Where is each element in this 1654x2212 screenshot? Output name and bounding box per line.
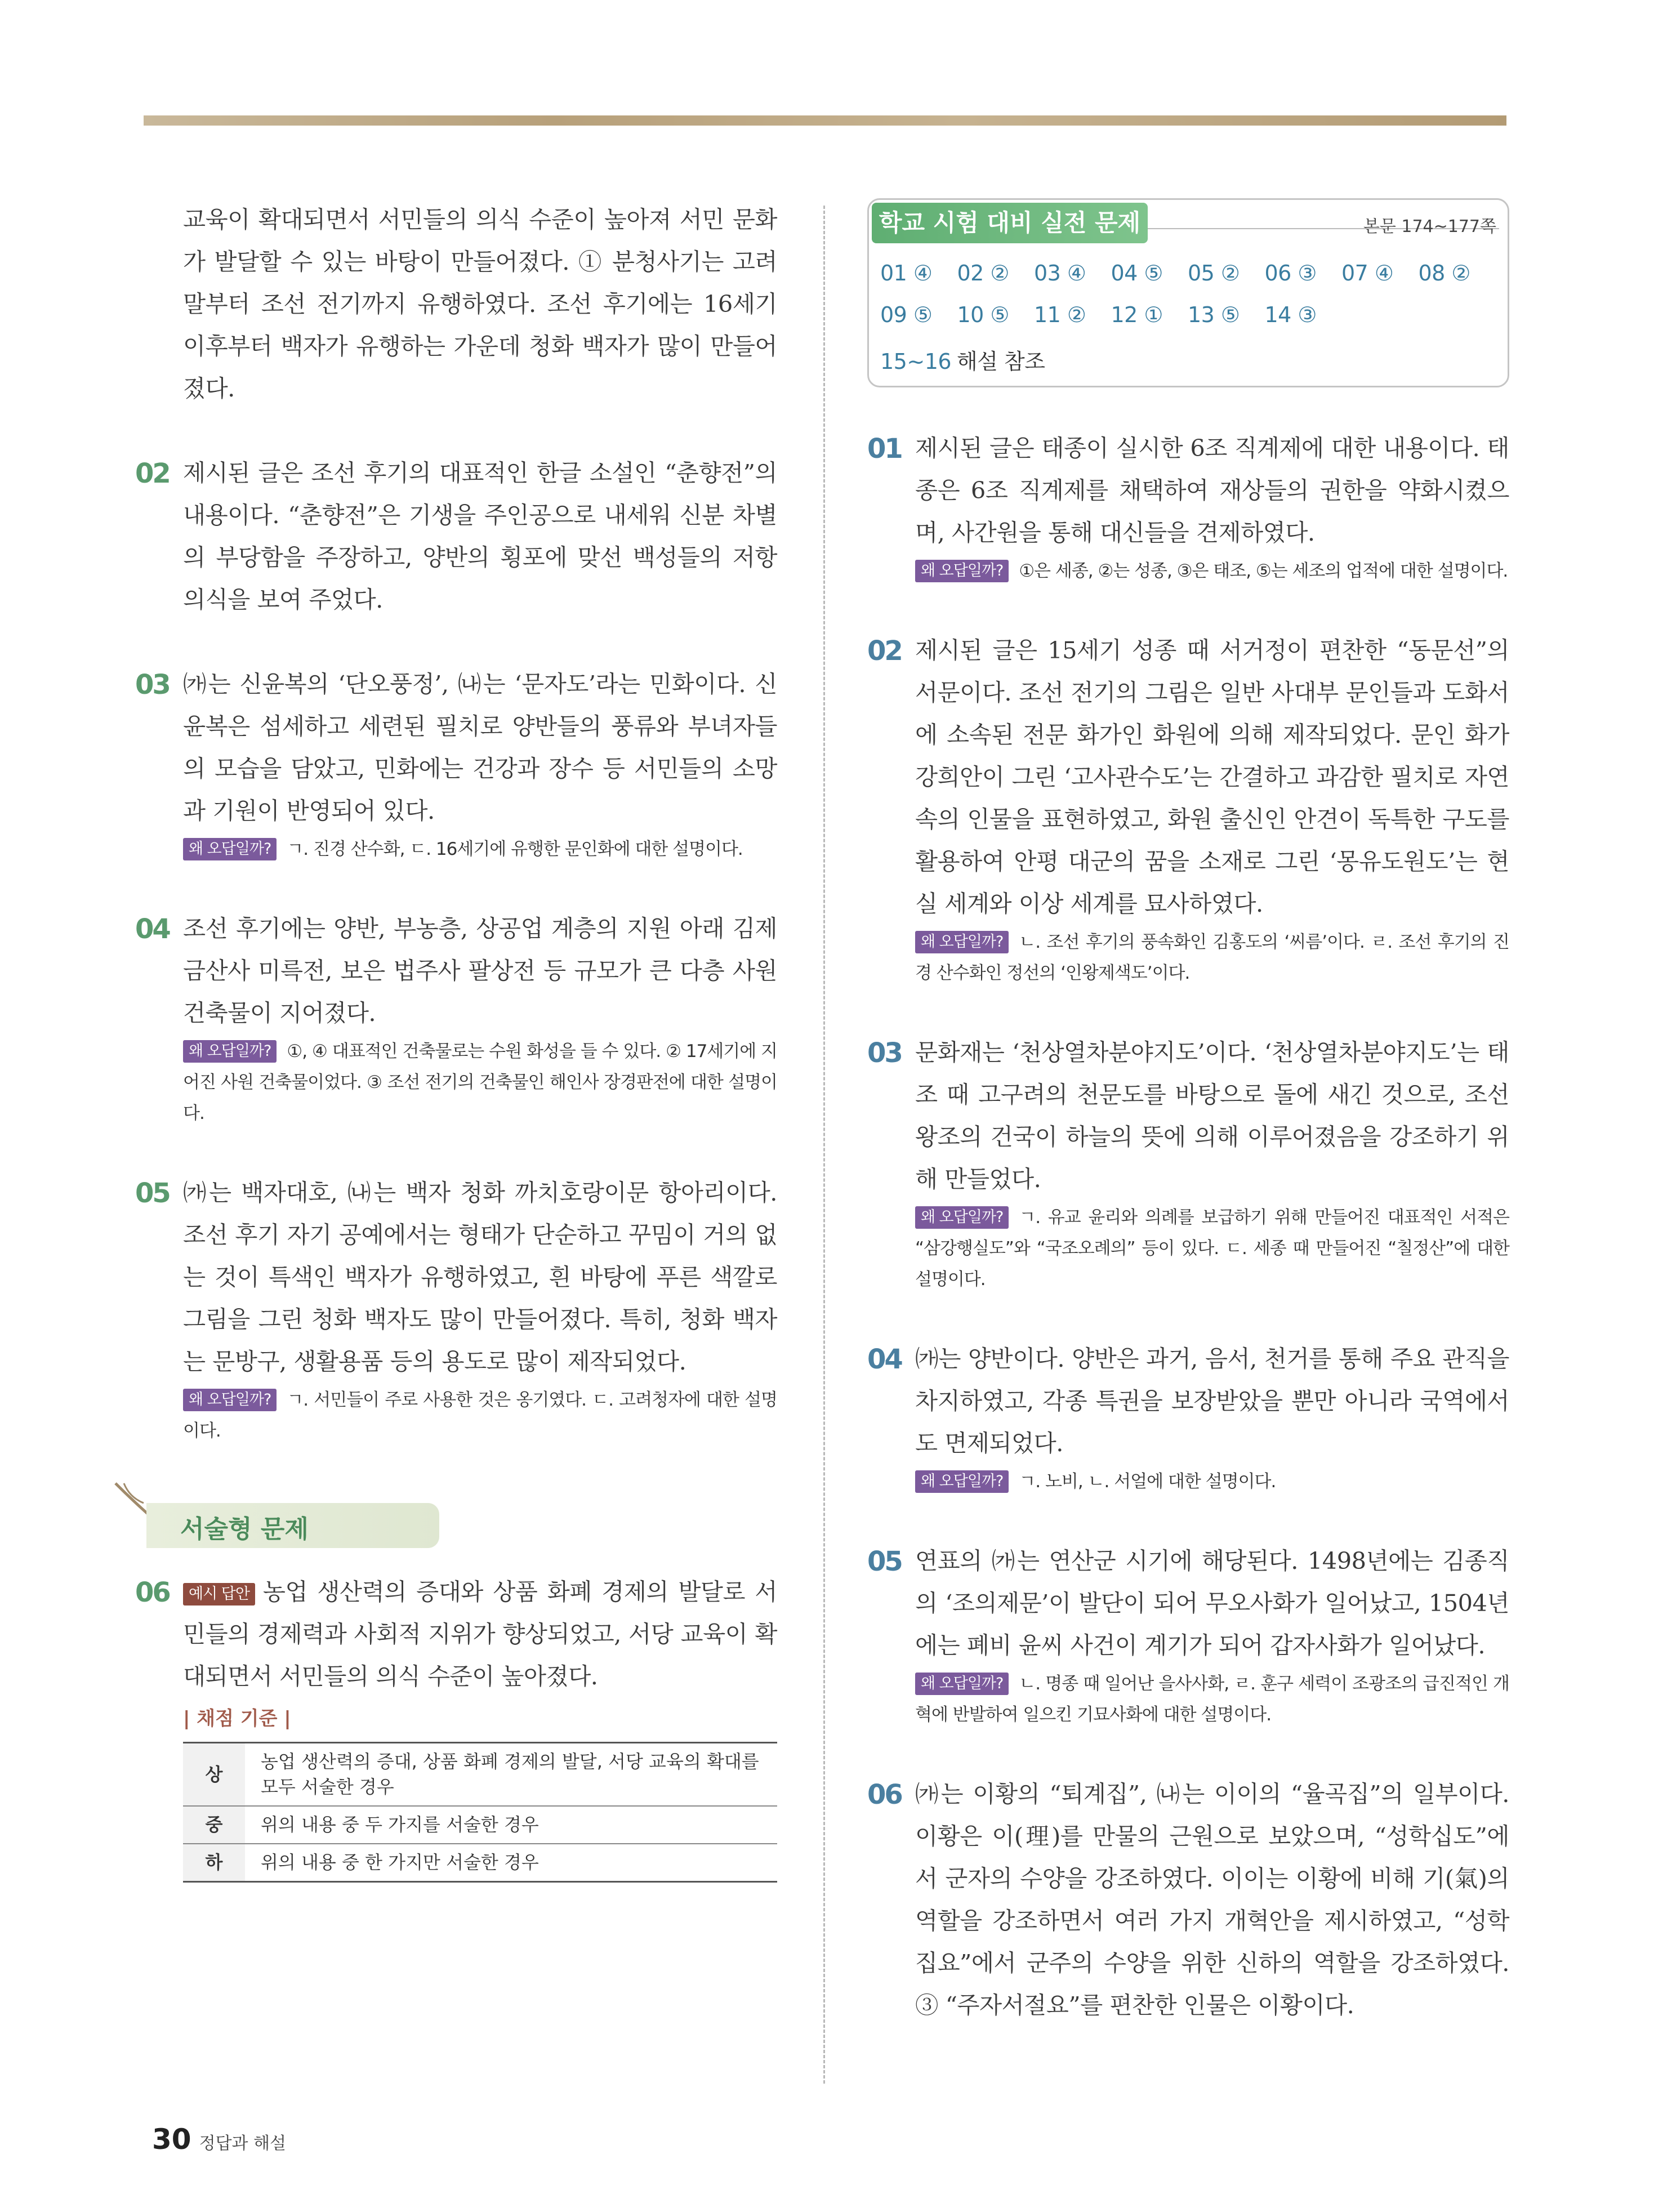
answer-item: 13 ⑤ [1188,302,1240,327]
question-number: 05 [867,1546,902,1577]
left-q04 [135,907,777,1129]
right-column [867,198,1509,2026]
explanation-text: ㈎는 이황의 “퇴계집”, ㈏는 이이의 “율곡집”의 일부이다. 이황은 이(理)를 만물의 근원으로 보았으며, “성학십도”에서 군자의 수양을 강조하였다. 이이는 이황에 비해 기(氣)의 역할을 강조하면서 여러 가지 개혁안을 제시하였고, “성학집요”에서 군주의 수양을 위한 신하의 역할을 강조하였다. ③ “주자서절요”를 편찬한 인물은 이황이다. [915,1780,1509,2019]
answer-item: 04 ⑤ [1111,261,1163,286]
wrong-answer-note [183,834,777,865]
answer-item: 14 ③ [1264,302,1317,327]
section-title: 서술형 문제 [180,1515,309,1544]
sample-answer-tag: 예시 답안 [183,1583,255,1606]
right-q03 [867,1031,1509,1295]
wrong-answer-note [915,1669,1509,1731]
wrong-answer-note [183,1385,777,1447]
level-cell: 중 [183,1806,245,1844]
answer-item: 09 ⑤ [880,302,933,327]
question-number: 03 [135,669,170,701]
explanation-text: 제시된 글은 조선 후기의 대표적인 한글 소설인 “춘향전”의 내용이다. “춘향전”은 기생을 주인공으로 내세워 신분 차별의 부당함을 주장하고, 양반의 횡포에 맞선 백성들의 저항 의식을 보여 주었다. [183,459,777,613]
q01-continuation [135,198,777,409]
question-number: 03 [867,1037,902,1069]
right-q02 [867,629,1509,989]
note-text: ㄱ. 서민들이 주로 사용한 것은 옹기였다. ㄷ. 고려청자에 대한 설명이다. [183,1390,777,1441]
explanation-text: ㈎는 양반이다. 양반은 과거, 음서, 천거를 통해 주요 관직을 차지하였고, 각종 특권을 보장받았을 뿐만 아니라 국역에서도 면제되었다. [915,1345,1509,1457]
box-pages: 본문 174~177쪽 [1363,217,1496,237]
answer-item: 11 ② [1034,302,1086,327]
answer-item: 02 ② [957,261,1009,286]
answer-row-1 [880,261,1495,286]
top-decorative-bar [144,115,1506,126]
why-wrong-tag: 왜 오답일까? [915,1470,1009,1493]
question-number: 01 [867,433,902,465]
wrong-answer-note [915,1202,1509,1295]
right-q01 [867,427,1509,587]
answer-note: 해설 참조 [957,349,1045,374]
explanation-text: ㈎는 신윤복의 ‘단오풍정’, ㈏는 ‘문자도’라는 민화이다. 신윤복은 섬세하고 세련된 필치로 양반들의 풍류와 부녀자들의 모습을 담았고, 민화에는 건강과 장수 등 서민들의 소망과 기원이 반영되어 있다. [183,670,777,824]
table-row [183,1844,777,1882]
level-cell: 상 [183,1743,245,1807]
wrong-answer-note [915,1466,1509,1497]
left-q05 [135,1171,777,1447]
box-title: 학교 시험 대비 실전 문제 [872,203,1148,243]
section-header [113,1480,777,1548]
why-wrong-tag: 왜 오답일까? [915,560,1009,582]
level-cell: 하 [183,1844,245,1882]
note-text: ㄴ. 명종 때 일어난 을사사화, ㄹ. 훈구 세력이 조광조의 급진적인 개혁에 반발하여 일으킨 기묘사화에 대한 설명이다. [915,1674,1509,1725]
answer-item: 08 ② [1418,261,1470,286]
explanation-text: 조선 후기에는 양반, 부농층, 상공업 계층의 지원 아래 김제 금산사 미륵전, 보은 법주사 팔상전 등 규모가 큰 다층 사원 건축물이 지어졌다. [183,915,777,1027]
why-wrong-tag: 왜 오답일까? [915,931,1009,953]
left-q03 [135,663,777,865]
explanation-text: 문화재는 ‘천상열차분야지도’이다. ‘천상열차분야지도’는 태조 때 고구려의 천문도를 바탕으로 돌에 새긴 것으로, 조선 왕조의 건국이 하늘의 뜻에 의해 이루어졌음을 강조하기 위해 만들었다. [915,1038,1509,1193]
why-wrong-tag: 왜 오답일까? [183,1040,277,1063]
answer-row-3 [880,344,1069,375]
right-q04 [867,1337,1509,1497]
explanation-text: 제시된 글은 15세기 성종 때 서거정이 편찬한 “동문선”의 서문이다. 조선 전기의 그림은 일반 사대부 문인들과 도화서에 소속된 전문 화가인 화원에 의해 제작되었다. 문인 화가 강희안이 그린 ‘고사관수도’는 간결하고 과감한 필치로 자연 속의 인물을 표현하였고, 화원 출신인 안견이 독특한 구도를 활용하여 안평 대군의 꿈을 소재로 그린 ‘몽유도원도’는 현실 세계와 이상 세계를 묘사하였다. [915,636,1509,917]
intro-text: 교육이 확대되면서 서민들의 의식 수준이 높아져 서민 문화가 발달할 수 있는 바탕이 만들어졌다. ① 분청사기는 고려 말부터 조선 전기까지 유행하였다. 조선 후기에는 16세기 이후부터 백자가 유행하는 가운데 청화 백자가 많이 만들어졌다. [183,206,777,402]
note-text: ㄱ. 유교 윤리와 의례를 보급하기 위해 만들어진 대표적인 서적은 “삼강행실도”와 “국조오례의” 등이 있다. ㄷ. 세종 때 만들어진 “칠정산”에 대한 설명이다. [915,1207,1509,1290]
answer-item: 05 ② [1188,261,1240,286]
left-q02 [135,452,777,621]
page-footer [152,2123,286,2156]
criteria-cell: 농업 생산력의 증대, 상품 화폐 경제의 발달, 서당 교육의 확대를 모두 서술한 경우 [245,1743,777,1807]
answer-text: 농업 생산력의 증대와 상품 화폐 경제의 발달로 서민들의 경제력과 사회적 지위가 향상되었고, 서당 교육이 확대되면서 서민들의 의식 수준이 높아졌다. [183,1578,777,1690]
question-number: 05 [135,1178,170,1209]
wrong-answer-note [915,556,1509,587]
left-q06 [135,1571,777,1697]
why-wrong-tag: 왜 오답일까? [915,1673,1009,1695]
question-number: 04 [867,1344,902,1375]
answer-item: 01 ④ [880,261,933,286]
note-text: ㄱ. 진경 산수화, ㄷ. 16세기에 유행한 문인화에 대한 설명이다. [287,839,743,859]
question-number: 02 [867,635,902,667]
wrong-answer-note [183,1036,777,1129]
criteria-table [183,1742,777,1883]
explanation-text: 연표의 ㈎는 연산군 시기에 해당된다. 1498년에는 김종직의 ‘조의제문’이 발단이 되어 무오사화가 일어났고, 1504년에는 폐비 윤씨 사건이 계기가 되어 갑자사화가 일어났다. [915,1547,1509,1659]
note-text: ㄴ. 조선 후기의 풍속화인 김홍도의 ‘씨름’이다. ㄹ. 조선 후기의 진경 산수화인 정선의 ‘인왕제색도’이다. [915,932,1509,983]
explanation-text: 제시된 글은 태종이 실시한 6조 직계제에 대한 내용이다. 태종은 6조 직계제를 채택하여 재상들의 권한을 약화시켰으며, 사간원을 통해 대신들을 견제하였다. [915,434,1509,546]
question-number: 02 [135,458,170,489]
why-wrong-tag: 왜 오답일까? [915,1206,1009,1229]
why-wrong-tag: 왜 오답일까? [183,1389,277,1411]
footer-title: 정답과 해설 [199,2134,287,2153]
right-q06 [867,1773,1509,2026]
criteria-cell: 위의 내용 중 두 가지를 서술한 경우 [245,1806,777,1844]
answer-item: 03 ④ [1034,261,1086,286]
why-wrong-tag: 왜 오답일까? [183,838,277,860]
answer-item: 10 ⑤ [957,302,1009,327]
answer-item: 06 ③ [1264,261,1317,286]
table-row [183,1743,777,1807]
answer-item: 15~16 [880,349,952,374]
answer-key-box [867,198,1509,387]
question-number: 06 [867,1779,902,1810]
explanation-text [183,1571,777,1697]
criteria-title: | 채점 기준 | [183,1707,291,1730]
wrong-answer-note [915,927,1509,989]
answer-item: 07 ④ [1341,261,1394,286]
answer-item: 12 ① [1111,302,1163,327]
explanation-text: ㈎는 백자대호, ㈏는 백자 청화 까치호랑이문 항아리이다. 조선 후기 자기 공예에서는 형태가 단순하고 꾸밈이 거의 없는 것이 특색인 백자가 유행하였고, 흰 바탕에 푸른 색깔로 그림을 그린 청화 백자도 많이 만들어졌다. 특히, 청화 백자는 문방구, 생활용품 등의 용도로 많이 제작되었다. [183,1179,777,1375]
page-number: 30 [152,2123,191,2156]
note-text: ①, ④ 대표적인 건축물로는 수원 화성을 들 수 있다. ② 17세기에 지어진 사원 건축물이었다. ③ 조선 전기의 건축물인 해인사 장경판전에 대한 설명이다. [183,1041,777,1123]
question-number: 04 [135,913,170,945]
note-text: ㄱ. 노비, ㄴ. 서얼에 대한 설명이다. [1019,1471,1276,1492]
criteria-cell: 위의 내용 중 한 가지만 서술한 경우 [245,1844,777,1882]
table-row [183,1806,777,1844]
question-number: 06 [135,1577,170,1608]
note-text: ①은 세종, ②는 성종, ③은 태조, ⑤는 세조의 업적에 대한 설명이다. [1019,561,1508,581]
answer-row-2 [880,302,1341,327]
right-q05 [867,1540,1509,1731]
section-label [146,1503,439,1548]
left-column [135,198,777,1883]
column-divider [823,206,825,2084]
